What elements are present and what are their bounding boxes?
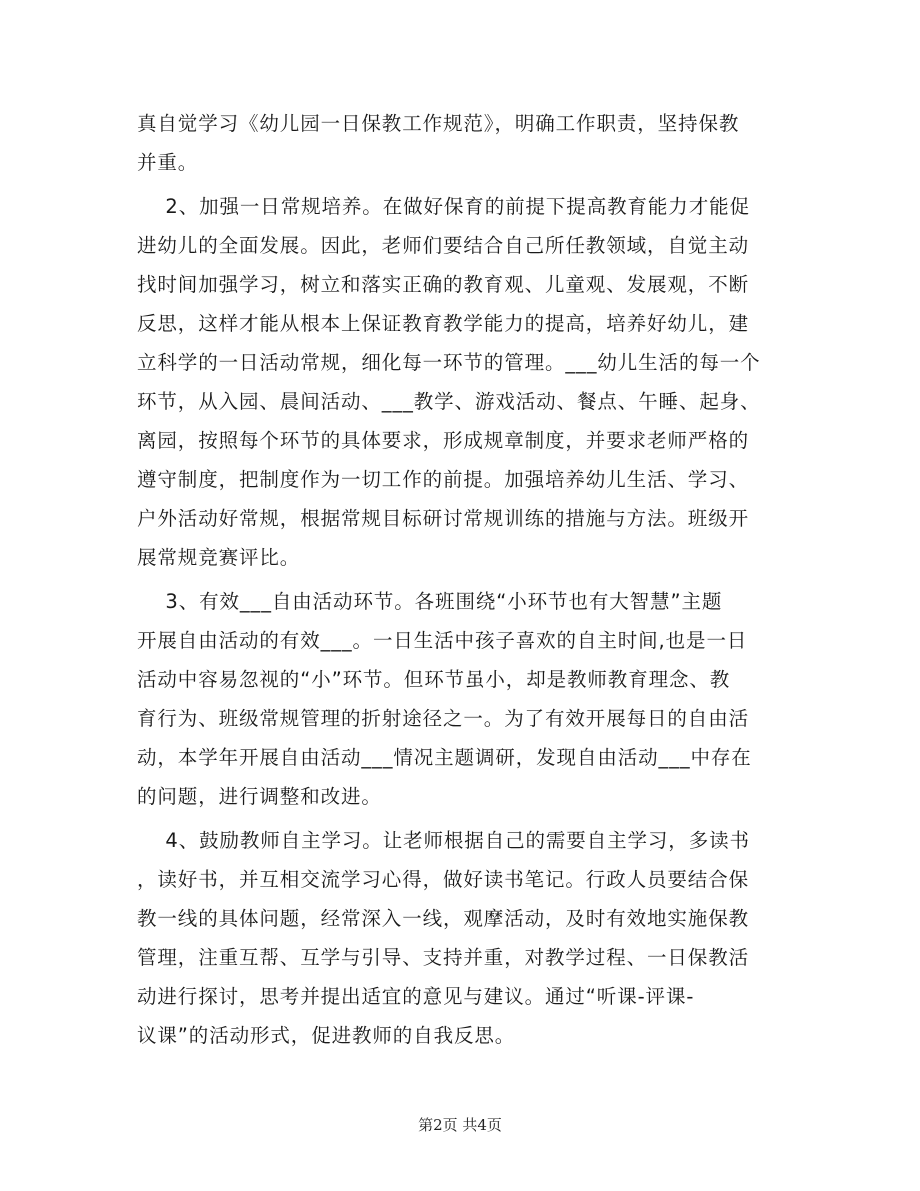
text-line: 离园，按照每个环节的具体要求，形成规章制度，并要求老师严格的 (137, 429, 750, 452)
text-line: 真自觉学习《幼儿园一日保教工作规范》，明确工作职责，坚持保教 (137, 112, 740, 135)
text-line: 2、加强一日常规培养。在做好保育的前提下提高教育能力才能促 (137, 195, 750, 218)
text-line: ，读好书，并互相交流学习心得，做好读书笔记。行政人员要结合保 (137, 868, 750, 891)
text-line: 动进行探讨，思考并提出适宜的意见与建议。通过“听课-评课- (137, 985, 695, 1008)
text-line: 并重。 (137, 151, 199, 174)
text-line: 展常规竞赛评比。 (137, 546, 301, 569)
text-line: 4、鼓励教师自主学习。让老师根据自己的需要自主学习，多读书 (137, 829, 750, 852)
text-line: 3、有效___自由活动环节。各班围绕“小环节也有大智慧”主题 (137, 590, 723, 613)
text-line: 遵守制度，把制度作为一切工作的前提。加强培养幼儿生活、学习、 (137, 468, 750, 491)
text-line: 教一线的具体问题，经常深入一线，观摩活动，及时有效地实施保教 (137, 907, 750, 930)
page-number-footer: 第2页 共4页 (418, 1116, 502, 1134)
text-line: 开展自由活动的有效___。一日生活中孩子喜欢的自主时间,也是一日 (137, 629, 748, 652)
text-line: 育行为、班级常规管理的折射途径之一。为了有效开展每日的自由活 (137, 707, 750, 730)
text-line: 活动中容易忽视的“小”环节。但环节虽小，却是教师教育理念、教 (137, 668, 731, 691)
text-line: 环节，从入园、晨间活动、___教学、游戏活动、餐点、午睡、起身、 (137, 390, 761, 413)
text-line: 找时间加强学习，树立和落实正确的教育观、儿童观、发展观，不断 (137, 273, 750, 296)
text-line: 的问题，进行调整和改进。 (137, 785, 382, 808)
text-line: 动，本学年开展自由活动___情况主题调研，发现自由活动___中存在 (137, 746, 752, 769)
text-line: 进幼儿的全面发展。因此，老师们要结合自己所任教领域，自觉主动 (137, 234, 750, 257)
text-line: 管理，注重互帮、互学与引导、支持并重，对教学过程、一日保教活 (137, 946, 750, 969)
text-line: 户外活动好常规，根据常规目标研讨常规训练的措施与方法。班级开 (137, 507, 750, 530)
text-line: 立科学的一日活动常规，细化每一环节的管理。___幼儿生活的每一个 (137, 351, 761, 374)
text-line: 议课”的活动形式，促进教师的自我反思。 (137, 1024, 516, 1047)
text-line: 反思，这样才能从根本上保证教育教学能力的提高，培养好幼儿，建 (137, 312, 750, 335)
